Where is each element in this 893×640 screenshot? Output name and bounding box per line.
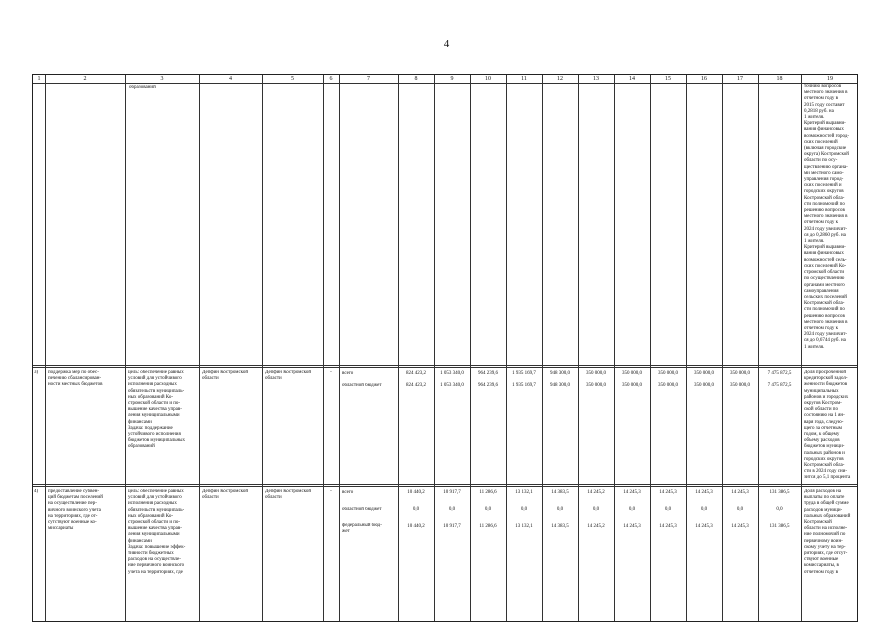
col-divider [722,75,723,621]
row4-measure: предоставление субвен- ций бюджетам поселений на осуществление пер- вичного воинского учета на территориях, где от- сутствуют военные ко- миссариаты [48,489,103,532]
funding-value: 350 000,0 [694,383,714,388]
col-divider [323,75,324,621]
row3-coexecutor: Депфин Костромской области [265,370,312,382]
funding-value: 0,0 [592,507,600,512]
column-header: 18 [776,76,783,82]
column-header: 1 [37,76,41,82]
col-divider [801,75,802,621]
funding-value: 10 440,2 [407,490,425,495]
page-number: 4 [443,38,450,50]
funding-value: 948 300,0 [550,383,570,388]
cont-col3-text: образований [129,85,156,90]
col-divider [578,75,579,621]
funding-value: 824 423,2 [406,371,426,376]
row3-number: 3) [34,370,39,375]
col-divider [262,75,263,621]
funding-value: 1 053 340,0 [440,383,464,388]
row4-col6: - [330,489,332,494]
row3-goal: цель: обеспечение равных условий для устойчивого исполнения расходных обязательств муниципаль- ных образований Ко- стромской области и по- вышение качества управ- ления муниципальными финансами Задача: поддержание устойчивого исполнения бюджетов муниципальных образований [128,370,186,450]
column-header: 3 [160,76,164,82]
column-header: 17 [737,76,743,82]
row-divider [33,365,857,368]
funding-value: 0,0 [664,507,672,512]
row3-executor: Депфин Костромской области [202,370,249,382]
col-divider [434,75,435,621]
funding-value: 0,0 [556,507,564,512]
row3-source-regional: областной бюджет [342,383,382,388]
funding-value: 964 239,6 [478,371,498,376]
col-divider [758,75,759,621]
col-divider [506,75,507,621]
funding-value: 964 239,6 [478,383,498,388]
funding-value: 14 245,3 [623,524,641,529]
row4-source-federal: федеральный бюд- жет [342,523,382,535]
col-divider [542,75,543,621]
funding-value: 10 917,7 [443,490,461,495]
row3-source-total: всего [342,371,354,376]
header-divider [33,83,857,84]
funding-value: 0,0 [628,507,636,512]
row-divider [33,484,857,487]
column-header: 14 [629,76,635,82]
funding-value: 0,0 [776,507,783,512]
col-divider [686,75,687,621]
funding-value: 131 386,5 [769,524,790,529]
funding-value: 948 300,0 [550,371,570,376]
funding-value: 350 000,0 [586,383,606,388]
funding-value: 14 245,3 [731,490,749,495]
funding-value: 14 245,3 [695,490,713,495]
funding-value: 131 386,5 [769,490,790,495]
funding-value: 13 132,1 [515,490,533,495]
column-header: 7 [367,76,370,82]
funding-value: 350 000,0 [658,371,678,376]
row3-measure: поддержка мер по обес- печению сбалансирован- ности местных бюджетов [48,370,103,388]
funding-value: 0,0 [484,507,492,512]
col-divider [470,75,471,621]
funding-value: 14 245,2 [587,490,605,495]
funding-value: 350 000,0 [622,383,642,388]
row4-goal: цель: обеспечение равных условий для устойчивого исполнения расходных обязательств муниципаль- ных образований Ко- стромской области и по- вышение качества управ- ления муниципальными финансами Задача: повышение эффек- тивности бюджетных расходов на осуществле- ние первичного воинского учета на территориях, где [128,489,186,575]
funding-value: 0,0 [736,507,744,512]
column-header: 19 [827,76,833,82]
funding-value: 14 245,3 [731,524,749,529]
funding-value: 350 000,0 [658,383,678,388]
funding-value: 13 132,1 [515,524,533,529]
column-header: 4 [229,76,232,82]
funding-value: 7 475 872,5 [767,383,792,388]
row4-source-regional: областной бюджет [342,507,382,512]
funding-value: 0,0 [700,507,708,512]
funding-value: 7 475 872,5 [767,371,792,376]
column-header: 11 [521,76,527,82]
funding-value: 14 245,2 [587,524,605,529]
column-header: 15 [665,76,671,82]
col-divider [339,75,340,621]
funding-value: 14 383,5 [551,524,569,529]
column-header: 9 [450,76,454,82]
funding-value: 10 917,7 [443,524,461,529]
funding-value: 14 245,3 [695,524,713,529]
funding-value: 350 000,0 [586,371,606,376]
col-divider [650,75,651,621]
column-header: 6 [329,76,333,82]
budget-table [32,74,858,622]
column-header: 12 [557,76,563,82]
funding-value: 14 245,3 [659,524,677,529]
row3-col6: - [330,370,332,375]
funding-value: 1 935 169,7 [512,383,536,388]
funding-value: 11 286,6 [479,524,497,529]
col-divider [398,75,399,621]
funding-value: 350 000,0 [730,371,750,376]
funding-value: 350 000,0 [622,371,642,376]
column-header: 10 [485,76,491,82]
row4-indicator: Доля расходов на выплаты по оплате труда в общей сумме расходов муници- пальных образований Костромской области на исполне- ние полномочий по первичному воин- скому учету на тер- риториях, где отсут- ствуют военные комиссариаты, в отчетном году в [804,489,851,575]
funding-value: 14 245,3 [623,490,641,495]
col-divider [125,75,126,621]
funding-value: 14 383,5 [551,490,569,495]
column-header: 2 [83,76,87,82]
column-header: 13 [593,76,599,82]
funding-value: 0,0 [448,507,456,512]
col-divider [614,75,615,621]
funding-value: 10 440,2 [407,524,425,529]
column-header: 16 [701,76,707,82]
col-divider [199,75,200,621]
funding-value: 824 423,2 [406,383,426,388]
column-header: 8 [414,76,418,82]
funding-value: 0,0 [520,507,528,512]
column-header: 5 [291,76,294,82]
funding-value: 1 935 169,7 [512,371,536,376]
funding-value: 1 053 340,0 [440,371,464,376]
funding-value: 11 286,6 [479,490,497,495]
row4-number: 4) [34,489,39,494]
row4-executor: Депфин Костромской области [202,489,249,501]
col-divider [45,75,46,621]
funding-value: 350 000,0 [694,371,714,376]
row4-coexecutor: Депфин Костромской области [265,489,312,501]
funding-value: 14 245,3 [659,490,677,495]
row3-indicator: Доля просроченной кредиторской задол- женности бюджетов муниципальных районов и городских округов Костром- ской области по состоянию на 1 ян- варя года, следую- щего за отчетным годом, к общему объему расходов бюджетов муници- пальных районов и городских округов Костромской обла- сти в 2024 году сни- зится до 5,1 процента [804,370,851,481]
funding-value: 0,0 [412,507,420,512]
row4-source-total: всего [342,490,354,495]
cont-col19-text: точнию вопросов местного значения в отчетном году в 2015 году составит 0,2818 руб. на 1 жителя. Критерий выравни- вания финансовых возможностей город- ских поселений (включая городские округа) Костромской области по осу- ществлению органа- ми местного само- управления город- ских поселений и городских округов Костромской обла- сти полномочий по решению вопросов местного значения в отчетном году к 2024 году увеличит- ся до 0,2860 руб. на 1 жителя. Критерий выравни- вания финансовых возможностей сель- ских поселений Ко- стромской области по осуществлению органами местного самоуправления сельских поселений Костромской обла- сти полномочий по решению вопросов местного значения в отчетном году к 2024 году увеличит- ся до 0,6744 руб. на 1 жителя. [804,84,850,350]
funding-value: 350 000,0 [730,383,750,388]
